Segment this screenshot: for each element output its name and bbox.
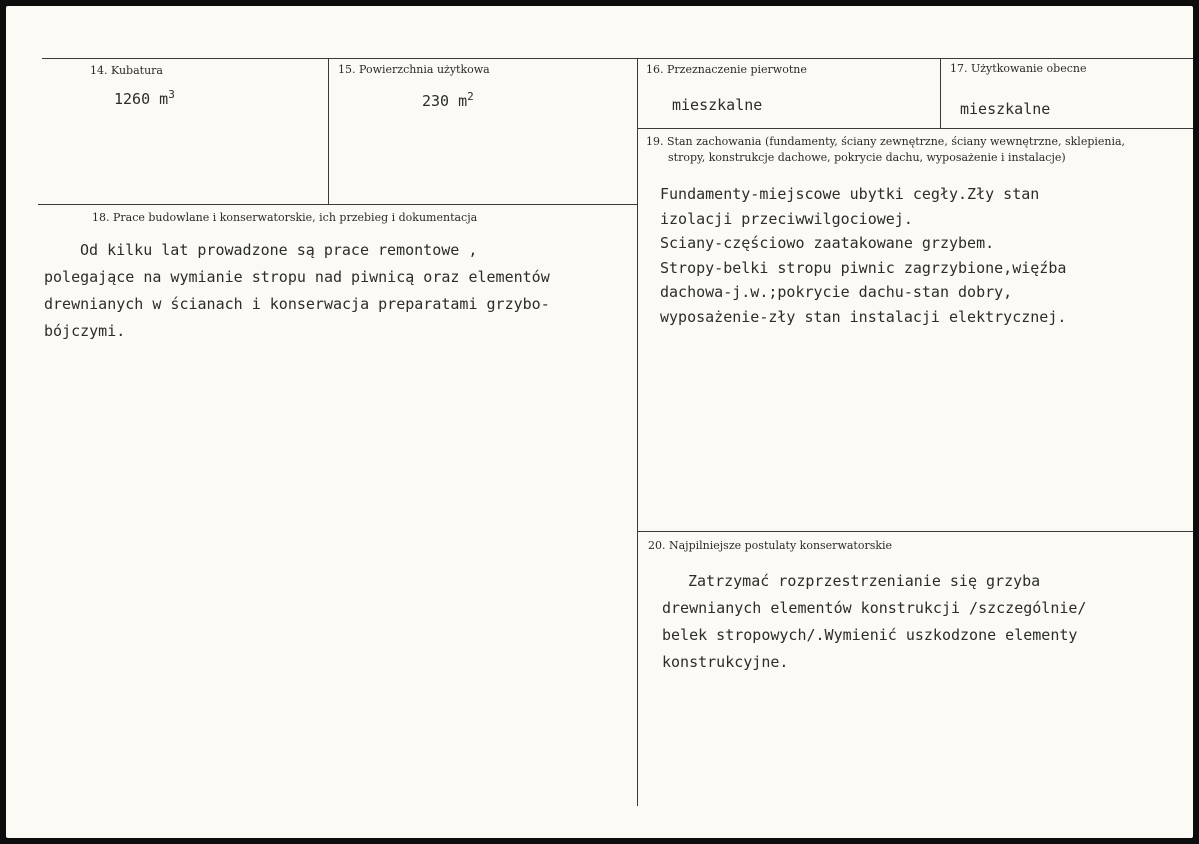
field-20-line: Zatrzymać rozprzestrzenianie się grzyba	[688, 572, 1041, 590]
field-17-label: 17. Użytkowanie obecne	[950, 62, 1087, 75]
field-19-label-line-1: 19. Stan zachowania (fundamenty, ściany zewnętrzne, ściany wewnętrzne, sklepienia,	[646, 135, 1126, 148]
field-17-value: mieszkalne	[960, 100, 1051, 118]
field-19-line: Fundamenty-miejscowe ubytki cegły.Zły stan	[660, 185, 1040, 203]
field-19-line: izolacji przeciwwilgociowej.	[660, 209, 913, 228]
record-card	[6, 6, 1193, 838]
field-14-number: 1260 m	[114, 90, 169, 108]
rule-above-20	[637, 531, 1193, 532]
field-18-line: polegające na wymianie stropu nad piwnicą oraz elementów	[44, 268, 550, 286]
rule-above-18	[38, 204, 638, 205]
field-18-text	[44, 237, 550, 345]
field-20-line: belek stropowych/.Wymienić uszkodzone elementy	[662, 626, 1078, 644]
divider-15-16	[637, 58, 638, 806]
field-15-unit-exponent: 2	[467, 90, 474, 103]
field-19-line: dachowa-j.w.;pokrycie dachu-stan dobry,	[660, 283, 1013, 301]
field-18-line: bójczymi.	[44, 322, 126, 340]
field-14-unit-exponent: 3	[168, 88, 175, 101]
divider-16-17	[940, 58, 941, 128]
field-16-value: mieszkalne	[672, 96, 763, 114]
field-16-label: 16. Przeznaczenie pierwotne	[646, 63, 807, 76]
field-19-text	[660, 182, 1066, 329]
field-19-line: wyposażenie-zły stan instalacji elektrycznej.	[660, 307, 1067, 326]
rule-under-16-17	[637, 128, 1193, 129]
field-15-number: 230 m	[422, 92, 468, 110]
field-18-label: 18. Prace budowlane i konserwatorskie, ich przebieg i dokumentacja	[92, 211, 478, 224]
field-18-line: Od kilku lat prowadzone są prace remontowe ,	[80, 241, 478, 259]
field-18-line: drewnianych w ścianach i konserwacja preparatami grzybo-	[44, 295, 550, 313]
top-rule	[42, 58, 1193, 59]
field-19-line: Sciany-częściowo zaatakowane grzybem.	[660, 234, 995, 252]
field-20-line: konstrukcyjne.	[662, 653, 789, 671]
field-19-line: Stropy-belki stropu piwnic zagrzybione,więźba	[660, 258, 1067, 277]
divider-14-15	[328, 58, 329, 204]
field-14-label: 14. Kubatura	[90, 64, 163, 77]
field-15-value	[422, 90, 474, 110]
field-15-label: 15. Powierzchnia użytkowa	[338, 63, 490, 76]
field-20-text	[662, 568, 1086, 676]
field-19-label-line-2: stropy, konstrukcje dachowe, pokrycie dachu, wyposażenie i instalacje)	[668, 151, 1066, 164]
field-20-line: drewnianych elementów konstrukcji /szczególnie/	[662, 599, 1087, 617]
field-14-value	[114, 88, 175, 108]
field-20-label: 20. Najpilniejsze postulaty konserwatorskie	[648, 539, 893, 552]
